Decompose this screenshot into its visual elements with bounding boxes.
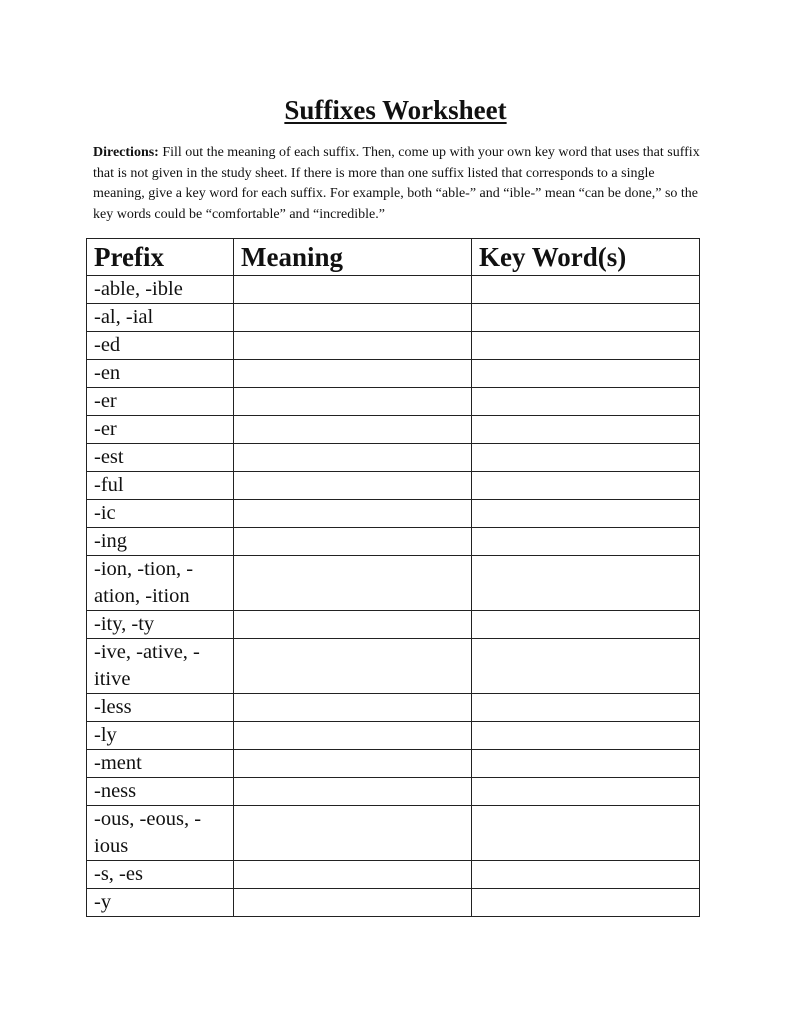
prefix-cell: -ous, -eous, -ious <box>87 806 234 861</box>
key-words-cell[interactable] <box>472 750 700 778</box>
prefix-cell: -er <box>87 388 234 416</box>
directions-text: Fill out the meaning of each suffix. Then, come up with your own key word that uses that suffix that is not given in the study sheet. If there is more than one suffix listed that corresponds to a single meaning, give a key word for each suffix. For example, both “able-” and “ible-” mean “can be done,” so the key words could be “comfortable” and “incredible.” <box>93 145 700 222</box>
key-words-cell[interactable] <box>472 694 700 722</box>
table-row <box>87 750 700 778</box>
prefix-cell: -ic <box>87 500 234 528</box>
directions-paragraph <box>93 143 703 225</box>
table-row <box>87 778 700 806</box>
key-words-cell[interactable] <box>472 889 700 917</box>
prefix-cell: -ity, -ty <box>87 611 234 639</box>
table-row <box>87 694 700 722</box>
meaning-cell[interactable] <box>234 304 472 332</box>
meaning-cell[interactable] <box>234 332 472 360</box>
table-row <box>87 861 700 889</box>
meaning-cell[interactable] <box>234 778 472 806</box>
meaning-cell[interactable] <box>234 276 472 304</box>
key-words-cell[interactable] <box>472 500 700 528</box>
prefix-cell: -y <box>87 889 234 917</box>
table-row <box>87 416 700 444</box>
table-row <box>87 444 700 472</box>
meaning-cell[interactable] <box>234 416 472 444</box>
meaning-cell[interactable] <box>234 472 472 500</box>
prefix-cell: -ing <box>87 528 234 556</box>
directions-label: Directions: <box>93 145 159 160</box>
table-row <box>87 360 700 388</box>
prefix-cell: -ly <box>87 722 234 750</box>
key-words-cell[interactable] <box>472 611 700 639</box>
table-row <box>87 528 700 556</box>
prefix-cell: -able, -ible <box>87 276 234 304</box>
prefix-cell: -ive, -ative, -itive <box>87 639 234 694</box>
prefix-cell: -ed <box>87 332 234 360</box>
key-words-cell[interactable] <box>472 861 700 889</box>
header-meaning: Meaning <box>234 239 472 276</box>
table-row <box>87 889 700 917</box>
prefix-cell: -ion, -tion, -ation, -ition <box>87 556 234 611</box>
header-key-words: Key Word(s) <box>472 239 700 276</box>
meaning-cell[interactable] <box>234 500 472 528</box>
key-words-cell[interactable] <box>472 360 700 388</box>
key-words-cell[interactable] <box>472 388 700 416</box>
meaning-cell[interactable] <box>234 444 472 472</box>
meaning-cell[interactable] <box>234 861 472 889</box>
table-row <box>87 611 700 639</box>
meaning-cell[interactable] <box>234 388 472 416</box>
key-words-cell[interactable] <box>472 639 700 694</box>
key-words-cell[interactable] <box>472 416 700 444</box>
key-words-cell[interactable] <box>472 806 700 861</box>
key-words-cell[interactable] <box>472 556 700 611</box>
table-row <box>87 556 700 611</box>
table-row <box>87 806 700 861</box>
meaning-cell[interactable] <box>234 639 472 694</box>
table-row <box>87 388 700 416</box>
prefix-cell: -s, -es <box>87 861 234 889</box>
key-words-cell[interactable] <box>472 472 700 500</box>
key-words-cell[interactable] <box>472 722 700 750</box>
prefix-cell: -al, -ial <box>87 304 234 332</box>
prefix-cell: -ment <box>87 750 234 778</box>
key-words-cell[interactable] <box>472 304 700 332</box>
key-words-cell[interactable] <box>472 444 700 472</box>
header-prefix: Prefix <box>87 239 234 276</box>
meaning-cell[interactable] <box>234 889 472 917</box>
key-words-cell[interactable] <box>472 528 700 556</box>
prefix-cell: -er <box>87 416 234 444</box>
key-words-cell[interactable] <box>472 778 700 806</box>
prefix-cell: -less <box>87 694 234 722</box>
meaning-cell[interactable] <box>234 528 472 556</box>
key-words-cell[interactable] <box>472 276 700 304</box>
meaning-cell[interactable] <box>234 750 472 778</box>
meaning-cell[interactable] <box>234 556 472 611</box>
meaning-cell[interactable] <box>234 611 472 639</box>
suffix-table <box>86 238 700 917</box>
meaning-cell[interactable] <box>234 360 472 388</box>
table-row <box>87 639 700 694</box>
table-header-row <box>87 239 700 276</box>
meaning-cell[interactable] <box>234 694 472 722</box>
prefix-cell: -en <box>87 360 234 388</box>
table-row <box>87 304 700 332</box>
prefix-cell: -ness <box>87 778 234 806</box>
table-row <box>87 722 700 750</box>
prefix-cell: -ful <box>87 472 234 500</box>
meaning-cell[interactable] <box>234 806 472 861</box>
key-words-cell[interactable] <box>472 332 700 360</box>
table-row <box>87 472 700 500</box>
table-row <box>87 500 700 528</box>
table-row <box>87 332 700 360</box>
prefix-cell: -est <box>87 444 234 472</box>
worksheet-title: Suffixes Worksheet <box>284 95 507 125</box>
meaning-cell[interactable] <box>234 722 472 750</box>
table-row <box>87 276 700 304</box>
